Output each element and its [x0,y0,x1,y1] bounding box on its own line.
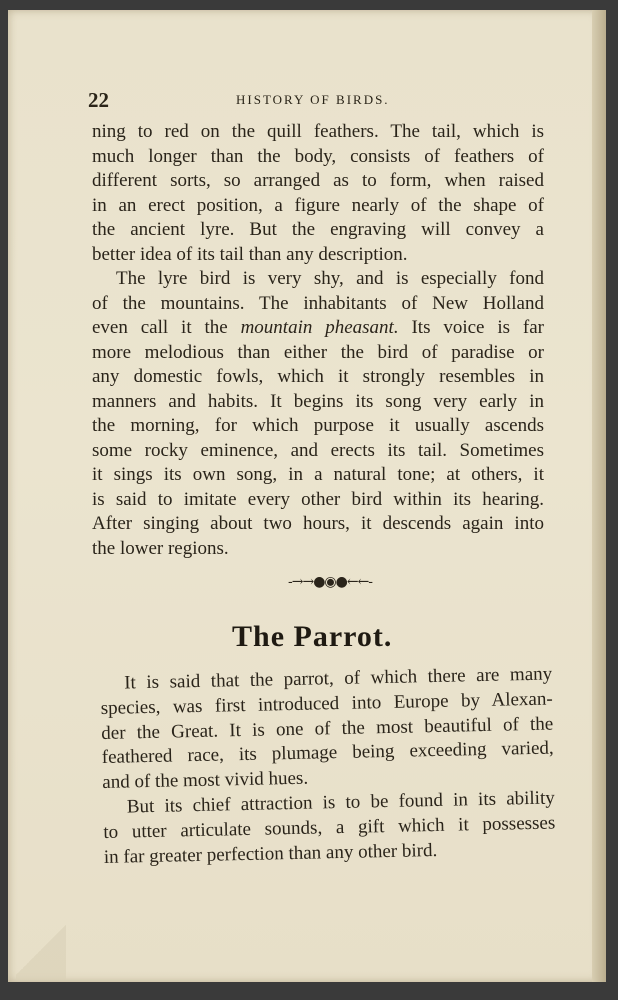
text-line: the morning, for which purpose it usually ascends [92,415,544,436]
text-line: to utter articulate sounds, a gift which it possesses [103,812,556,843]
text-line: and of the most vivid hues. [102,767,309,794]
text-line: different sorts, so arranged as to form, when raised [92,170,544,191]
text-line: But its chief attraction is to be found in its ability [126,787,555,818]
text-line: manners and habits. It begins its song very early in [92,390,544,412]
text-line: the ancient lyre. But the engraving will convey a [92,219,544,240]
text-line: After singing about two hours, it descends again into [92,513,544,534]
text-line-with-italic [92,316,544,341]
text-line: It is said that the parrot, of which there are many [124,663,553,694]
italic-term: mountain pheasant. [240,317,399,338]
page-header [88,88,518,112]
lyre-bird-text [92,120,544,561]
text-line: of the mountains. The inhabitants of New Holland [92,292,544,314]
text-line: some rocky eminence, and erects its tail. Sometimes [92,439,544,461]
text-line: ning to red on the quill feathers. The tail, which is [92,121,544,142]
text-line: species, was first introduced into Europe by Alexan- [100,688,553,719]
text-line: any domestic fowls, which it strongly resembles in [92,366,544,387]
text-line: feathered race, its plumage being exceeding varied, [101,737,554,769]
text-line: more melodious than either the bird of paradise or [92,341,544,363]
text-line: The lyre bird is very shy, and is especially fond [116,268,544,289]
text-line: in far greater perfection than any other bird. [103,839,438,868]
text-line: much longer than the body, consists of feathers of [92,145,544,167]
parrot-text [100,663,556,871]
text-fragment: even call it the [92,317,241,338]
page-gutter [592,10,606,982]
text-line: in an erect position, a figure nearly of the shape of [92,194,544,216]
text-fragment: Its voice is far [398,317,545,338]
section-heading: The Parrot. [232,620,393,653]
text-line: better idea of its tail than any description. [92,243,408,265]
text-line: the lower regions. [92,537,229,559]
running-title: HISTORY OF BIRDS. [236,92,390,107]
text-line: der the Great. It is one of the most beautiful of the [101,713,554,744]
page-corner-fold [16,920,66,980]
ornamental-divider: -→→●◉●←←- [288,574,373,590]
page-number: 22 [88,88,109,112]
text-line: is said to imitate every other bird within its hearing. [92,488,544,510]
text-line: it sings its own song, in a natural tone; at others, it [92,464,544,485]
